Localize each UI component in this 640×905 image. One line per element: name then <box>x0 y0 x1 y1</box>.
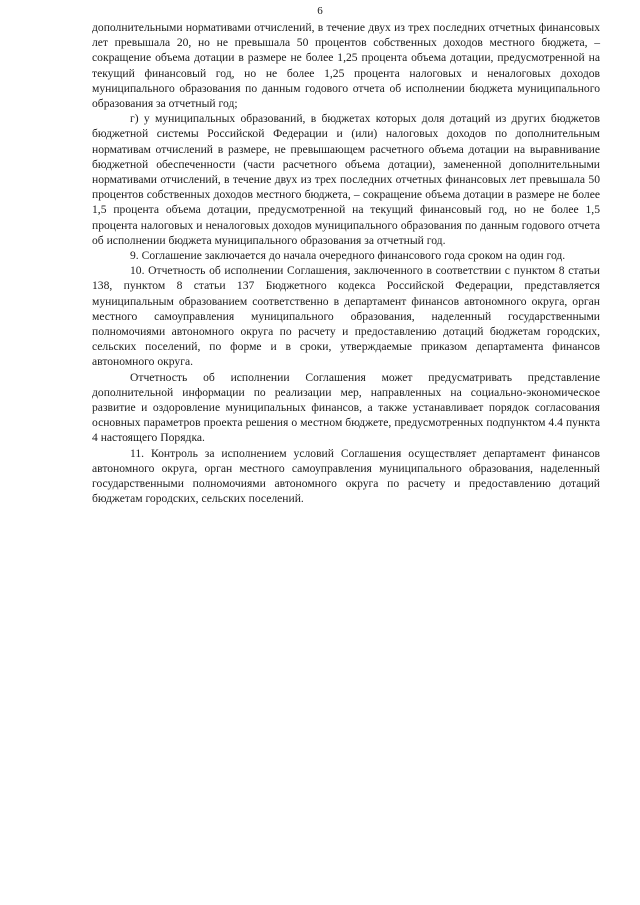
paragraph-item-g: г) у муниципальных образований, в бюджетах которых доля дотаций из других бюджетов бюджетной системы Российской Федерации и (или) налоговых доходов по дополнительным нормативам отчислений в размере, не превышающем расчетного объема дотации на выравнивание бюджетной обеспеченности (части расчетного объема дотации), замененной дополнительными нормативами отчислений, в течение двух из трех последних отчетных финансовых лет превышала 50 процентов собственных доходов местного бюджета, – сокращение объема дотации в размере не более 1,5 процента объема дотации, предусмотренной на текущий финансовый год, но не более 1,5 процента налоговых и неналоговых доходов муниципального образования по данным годового отчета об исполнении бюджета муниципального образования за отчетный год. <box>92 112 600 247</box>
document-body <box>92 20 600 507</box>
paragraph-clause-10: 10. Отчетность об исполнении Соглашения, заключенного в соответствии с пунктом 8 статьи 138, пунктом 8 статьи 137 Бюджетного кодекса Российской Федерации, представляется муниципальным образованием соответственно в департамент финансов автономного округа, орган местного самоуправления муниципального образования, наделенный государственными полномочиями автономного округа по расчету и предоставлению дотаций бюджетам городских, сельских поселений, по форме и в сроки, утверждаемые приказом департамента финансов автономного округа. <box>92 264 600 369</box>
paragraph-continuation: дополнительными нормативами отчислений, в течение двух из трех последних отчетных финансовых лет превышала 20, но не превышала 50 процентов собственных доходов местного бюджета, – сокращение объема дотации в размере не более 1,25 процента объема дотации, предусмотренной на текущий финансовый год, но не более 1,25 процента налоговых и неналоговых доходов муниципального образования по данным годового отчета об исполнении бюджета муниципального образования за отчетный год; <box>92 21 600 111</box>
page-number: 6 <box>317 5 323 17</box>
paragraph-clause-11: 11. Контроль за исполнением условий Соглашения осуществляет департамент финансов автономного округа, орган местного самоуправления муниципального образования, наделенный государственными полномочиями автономного округа по расчету и предоставлению дотаций бюджетам городских, сельских поселений. <box>92 446 600 506</box>
paragraph-reporting: Отчетность об исполнении Соглашения может предусматривать представление дополнительной информации по реализации мер, направленных на социально-экономическое развитие и оздоровление муниципальных финансов, а также устанавливает порядок согласования основных параметров проекта решения о местном бюджете, предусмотренных подпунктом 4.4 пункта 4 настоящего Порядка. <box>92 370 600 445</box>
paragraph-clause-9: 9. Соглашение заключается до начала очередного финансового года сроком на один год. <box>130 249 566 263</box>
